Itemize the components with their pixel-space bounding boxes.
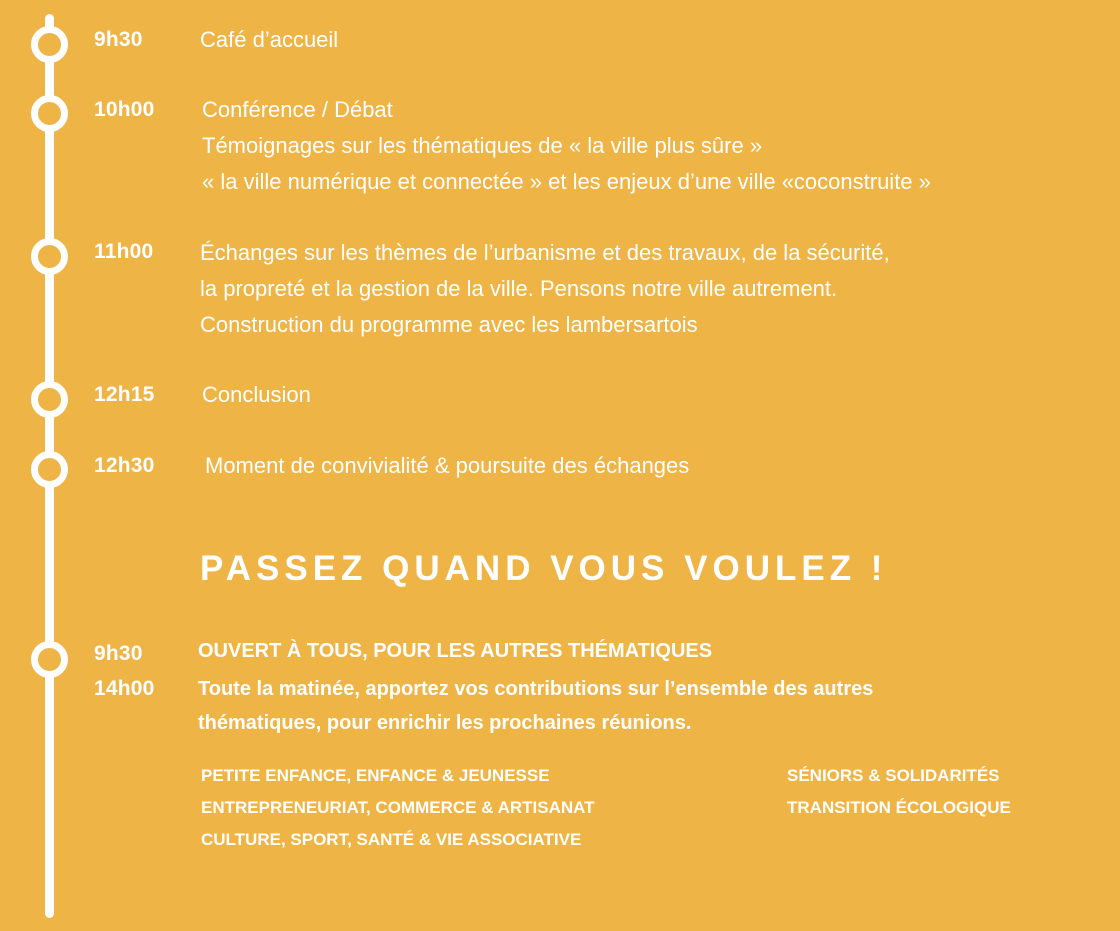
schedule-time: 12h30 [94,454,155,477]
timeline-node [31,26,68,63]
timeline-node [31,95,68,132]
open-session-description-line: Toute la matinée, apportez vos contributions sur l’ensemble des autres [198,678,874,700]
theme-item: TRANSITION ÉCOLOGIQUE [787,798,1011,817]
theme-item: CULTURE, SPORT, SANTÉ & VIE ASSOCIATIVE [201,830,582,849]
open-session-description-line: thématiques, pour enrichir les prochaines réunions. [198,712,692,734]
schedule-event-line: « la ville numérique et connectée » et les enjeux d’une ville «coconstruite » [202,169,931,194]
schedule-event-line: Conclusion [202,382,311,407]
schedule-event [202,377,311,413]
schedule-event [205,448,689,484]
schedule-event-line: Construction du programme avec les lambersartois [200,312,698,337]
theme-item: ENTREPRENEURIAT, COMMERCE & ARTISANAT [201,798,595,817]
timeline-node [31,641,68,678]
headline: PASSEZ QUAND VOUS VOULEZ ! [200,549,888,588]
timeline-node [31,381,68,418]
schedule-time: 11h00 [94,240,154,263]
schedule-event-line: Conférence / Débat [202,97,393,122]
open-session-time-start: 9h30 [94,642,143,665]
schedule-event [200,235,890,343]
schedule-event-line: Échanges sur les thèmes de l’urbanisme et des travaux, de la sécurité, [200,240,890,265]
open-session-title: OUVERT À TOUS, POUR LES AUTRES THÉMATIQUES [198,640,713,662]
open-session-description [198,672,873,740]
timeline-node [31,451,68,488]
timeline-node [31,238,68,275]
schedule-event [202,92,931,200]
themes-list-left [201,760,595,856]
themes-list-right [787,760,1011,824]
open-session-time-end: 14h00 [94,677,155,700]
schedule-time: 12h15 [94,383,155,406]
schedule-event-line: Témoignages sur les thématiques de « la ville plus sûre » [202,133,763,158]
schedule-time: 9h30 [94,28,143,51]
schedule-event-line: la propreté et la gestion de la ville. Pensons notre ville autrement. [200,276,838,301]
schedule-event-line: Moment de convivialité & poursuite des échanges [205,453,690,478]
theme-item: SÉNIORS & SOLIDARITÉS [787,766,1000,785]
schedule-event-line: Café d’accueil [200,27,339,52]
schedule-event [200,22,338,58]
theme-item: PETITE ENFANCE, ENFANCE & JEUNESSE [201,766,550,785]
schedule-time: 10h00 [94,98,155,121]
